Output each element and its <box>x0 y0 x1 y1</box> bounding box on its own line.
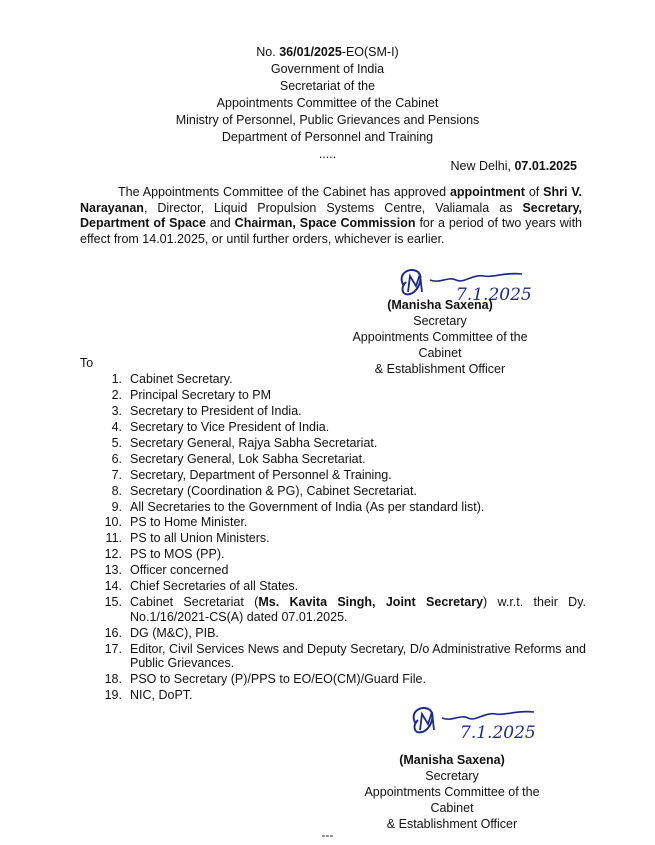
list-item-text: All Secretaries to the Government of India (As per standard list). <box>130 499 485 514</box>
header-dots: ..... <box>318 147 337 161</box>
list-item <box>96 595 586 624</box>
list-item-number: 3. <box>111 403 122 418</box>
list-item-text: Secretary General, Lok Sabha Secretariat. <box>130 451 366 466</box>
list-item-number: 1. <box>111 372 122 386</box>
letter-header <box>0 44 655 163</box>
list-item-text: Secretary to Vice President of India. <box>130 419 330 434</box>
list-item-number: 4. <box>111 419 122 434</box>
list-item-text: Chief Secretaries of all States. <box>130 579 299 594</box>
header-department: Department of Personnel and Training <box>221 130 434 144</box>
list-item <box>96 500 586 515</box>
signature-block <box>340 297 540 377</box>
list-item <box>96 484 586 499</box>
list-item-number: 6. <box>111 451 122 466</box>
list-item <box>96 515 586 530</box>
signatory-office-2: & Establishment Officer <box>386 817 518 831</box>
list-item-text: PSO to Secretary (P)/PPS to EO/EO(CM)/Guard File. <box>130 672 426 687</box>
list-item-text: Secretary, Department of Personnel & Training. <box>130 467 392 482</box>
list-item <box>96 452 586 467</box>
list-item-number: 5. <box>111 435 122 450</box>
list-item-number: 2. <box>111 387 122 402</box>
list-item-text: DG (M&C), PIB. <box>130 625 219 640</box>
signature-block-2 <box>352 752 552 832</box>
signatory-name: (Manisha Saxena) <box>399 753 505 767</box>
signature-icon <box>404 700 574 748</box>
order-paragraph: The Appointments Committee of the Cabinet has approved appointment of Shri V. Narayanan, Director, Liquid Propulsion Systems Centre, Valiamala as Secretary, Department of Space and Chairman, Space Commission for a period of two years with effect from 14.01.2025, or until further orders, whichever is earlier. <box>80 185 582 246</box>
list-item-number: 10. <box>104 515 122 530</box>
recipient-list <box>96 372 586 704</box>
end-mark: --- <box>321 828 334 842</box>
list-item <box>96 531 586 546</box>
to-label: To <box>80 356 94 370</box>
signatory-name: (Manisha Saxena) <box>387 298 493 312</box>
list-item-number: 16. <box>104 625 122 640</box>
reference-number: No. 36/01/2025-EO(SM-I) <box>256 45 399 59</box>
list-item-number: 12. <box>104 547 122 562</box>
signatory-designation: Secretary <box>425 769 479 783</box>
list-item-number: 19. <box>104 688 122 703</box>
list-item <box>96 642 586 671</box>
list-item-number: 17. <box>104 641 122 656</box>
list-item-text: Principal Secretary to PM <box>130 387 272 402</box>
list-item <box>96 468 586 483</box>
signatory-office: Appointments Committee of the Cabinet <box>352 330 528 360</box>
list-item-number: 13. <box>104 563 122 578</box>
list-item <box>96 372 586 387</box>
list-item-text: Secretary to President of India. <box>130 403 302 418</box>
list-item-text: Secretary (Coordination & PG), Cabinet Secretariat. <box>130 483 417 498</box>
list-item-number: 9. <box>111 499 122 514</box>
list-item-text: Secretary General, Rajya Sabha Secretariat. <box>130 435 378 450</box>
list-item <box>96 579 586 594</box>
issue-date: New Delhi, 07.01.2025 <box>450 159 577 173</box>
header-acc: Appointments Committee of the Cabinet <box>216 96 439 110</box>
list-item-text: Editor, Civil Services News and Deputy Secretary, D/o Administrative Reforms and Public Grievances. <box>130 641 586 671</box>
list-item-text: Cabinet Secretariat (Ms. Kavita Singh, Joint Secretary) w.r.t. their Dy. No.1/16/2021-CS(A) dated 07.01.2025. <box>130 595 587 624</box>
list-item-text: PS to MOS (PP). <box>130 547 225 562</box>
list-item-text: NIC, DoPT. <box>130 688 193 703</box>
list-item-number: 7. <box>111 467 122 482</box>
list-item <box>96 436 586 451</box>
list-item <box>96 626 586 641</box>
signatory-designation: Secretary <box>413 314 467 328</box>
list-item-text: PS to Home Minister. <box>130 515 248 530</box>
header-government: Government of India <box>270 62 385 76</box>
list-item <box>96 672 586 687</box>
signature-date: 7.1.2025 <box>456 285 532 305</box>
list-item <box>96 388 586 403</box>
list-item <box>96 404 586 419</box>
list-item-number: 14. <box>104 579 122 594</box>
list-item-number: 8. <box>111 483 122 498</box>
signature-date: 7.1.2025 <box>460 723 536 743</box>
signatory-office: Appointments Committee of the Cabinet <box>364 785 540 815</box>
list-item <box>96 563 586 578</box>
list-item-number: 18. <box>104 672 122 687</box>
list-item <box>96 547 586 562</box>
list-item-text: Officer concerned <box>130 563 229 578</box>
list-item-text: Cabinet Secretary. <box>130 372 233 386</box>
header-secretariat: Secretariat of the <box>279 79 376 93</box>
header-ministry: Ministry of Personnel, Public Grievances and Pensions <box>175 113 480 127</box>
list-item-number: 11. <box>105 531 122 546</box>
list-item-number: 15. <box>104 595 122 610</box>
list-item-text: PS to all Union Ministers. <box>130 531 270 546</box>
list-item <box>96 420 586 435</box>
signatory-office-2: & Establishment Officer <box>374 362 506 376</box>
